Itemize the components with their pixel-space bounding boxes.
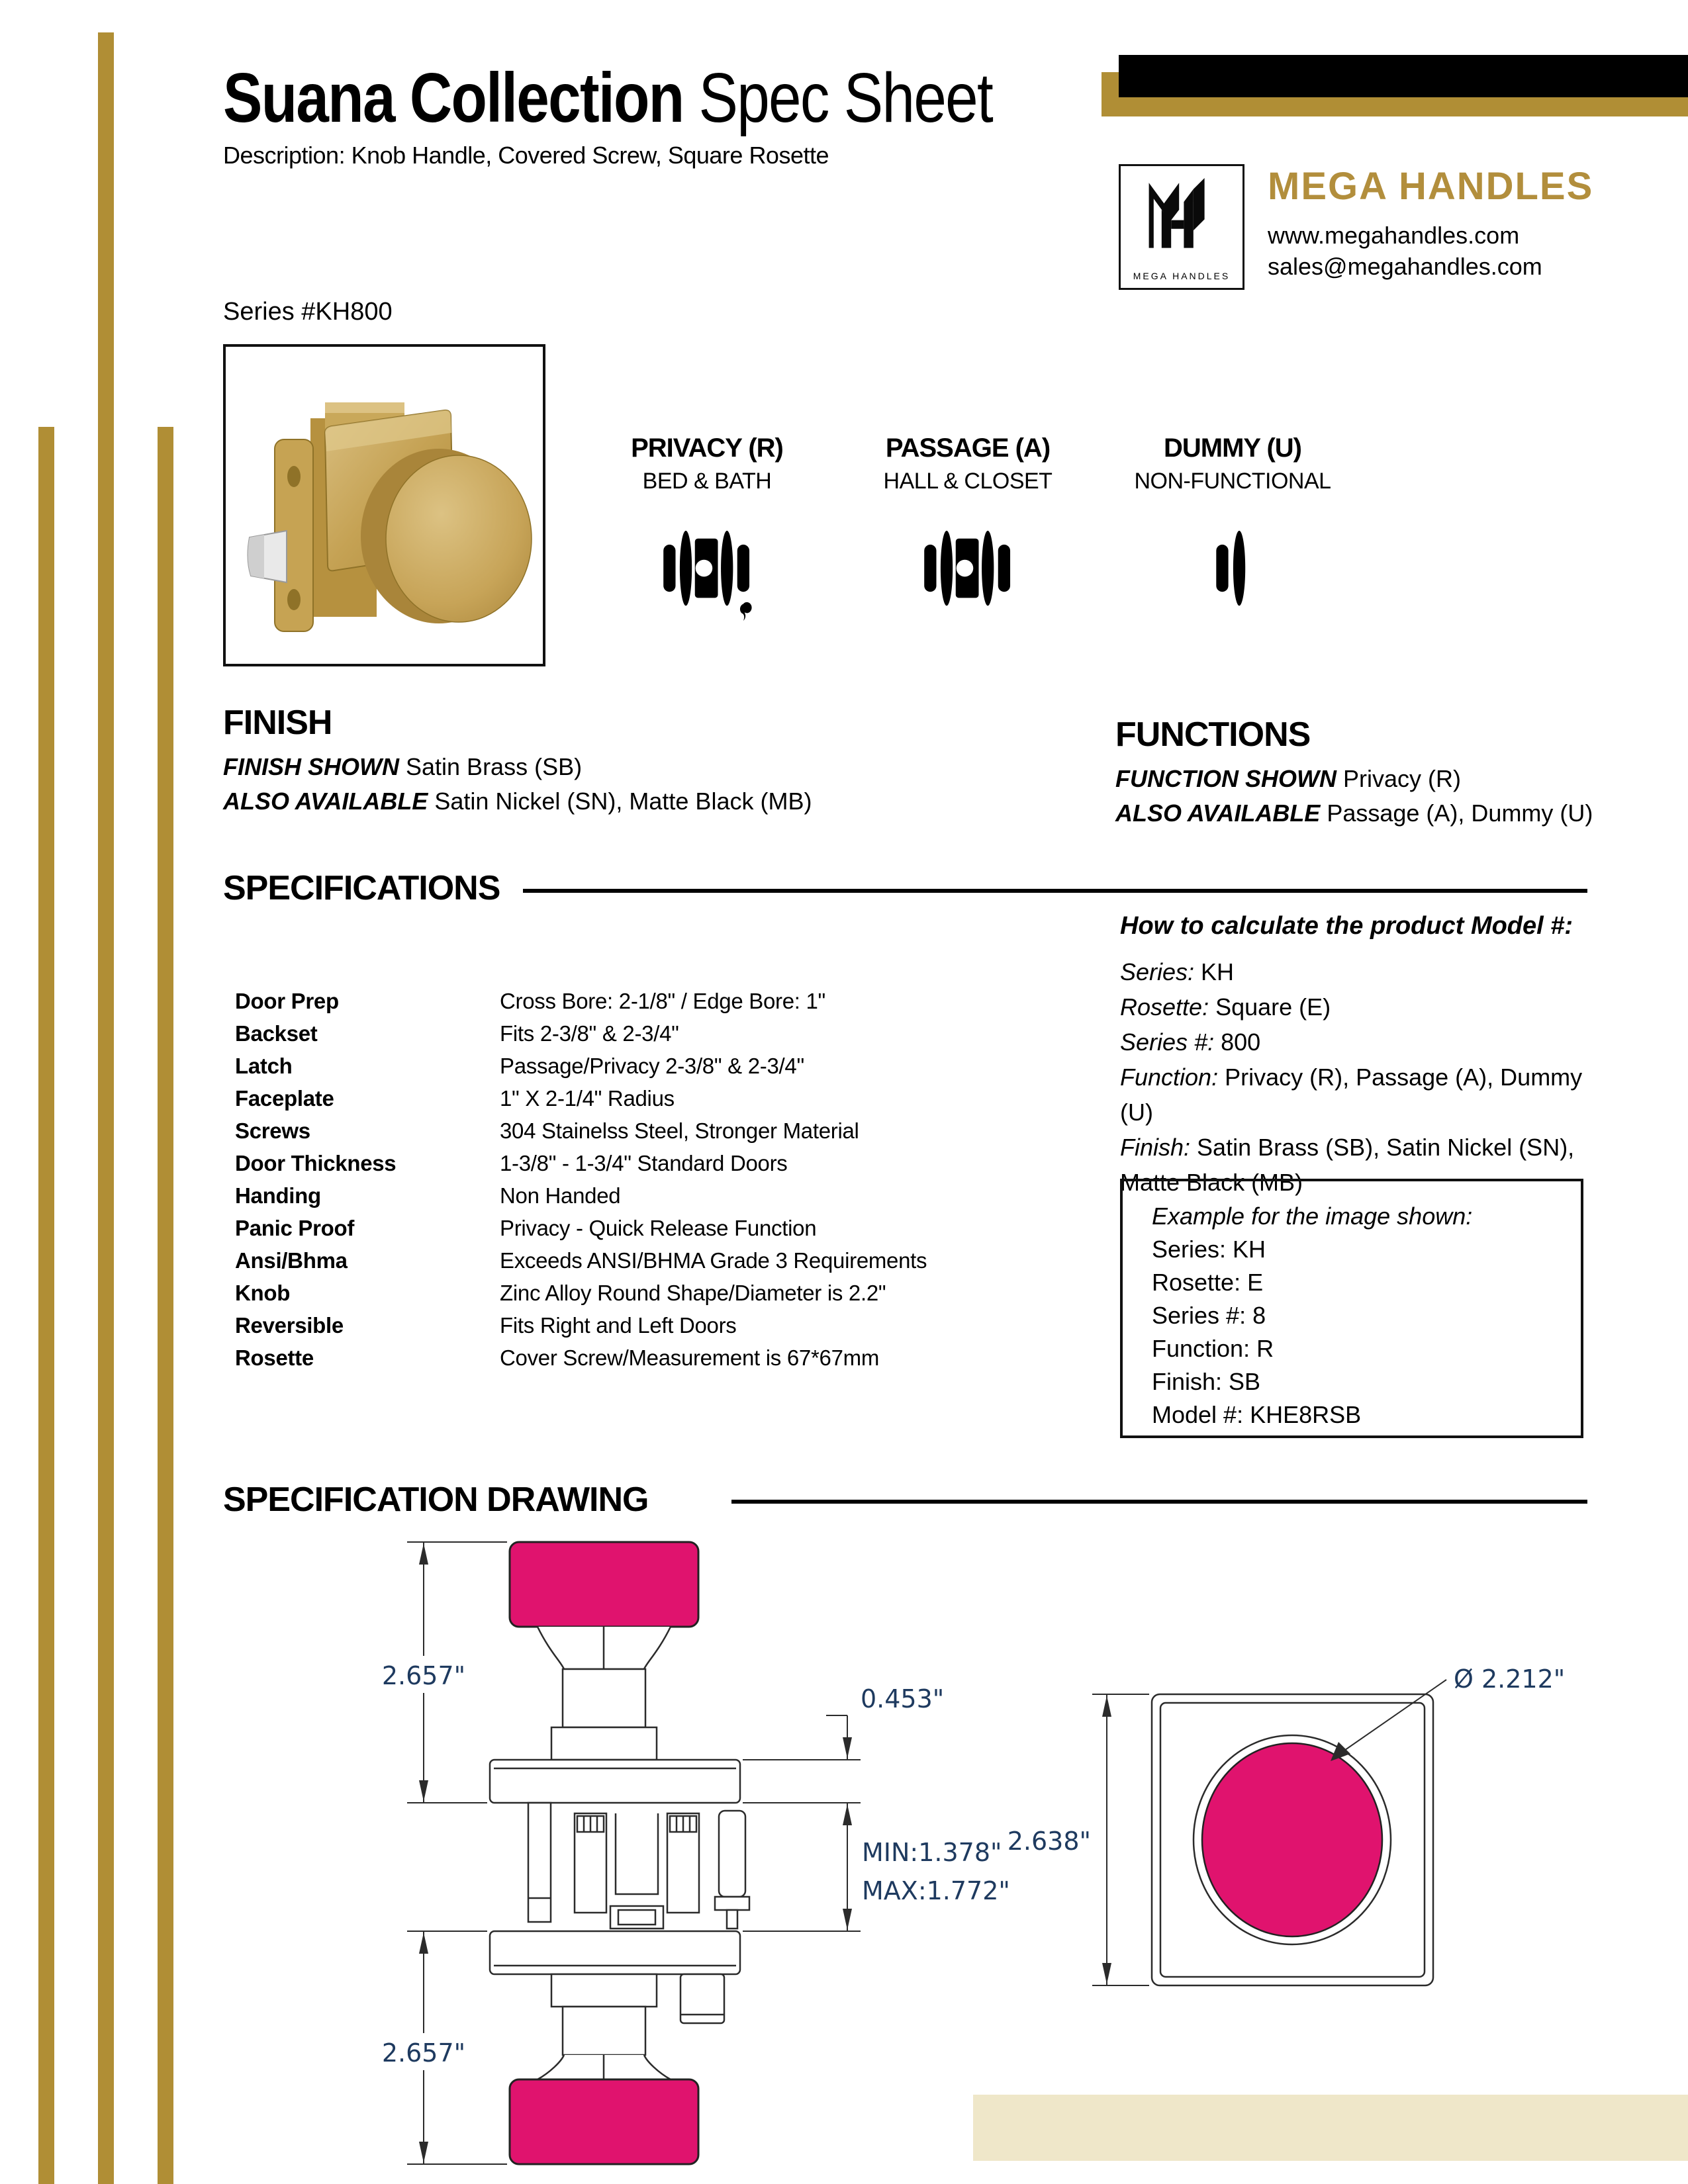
- table-row: Handing Non Handed: [235, 1183, 621, 1208]
- list-item: Function: Privacy (R), Passage (A), Dummy (U): [1120, 1064, 1583, 1126]
- brand-contact: [1268, 220, 1542, 282]
- product-description: Description: Knob Handle, Covered Screw, Square Rosette: [223, 142, 829, 169]
- gold-stripe-middle: [98, 32, 114, 2184]
- dim-knob-top-height: 2.657": [381, 1661, 466, 1690]
- product-knob-image: [226, 347, 543, 664]
- model-example-box: [1120, 1179, 1583, 1438]
- table-row: Backset Fits 2-3/8" & 2-3/4": [235, 1021, 679, 1046]
- function-col-passage: [829, 433, 1107, 621]
- function-shown-line: [1115, 765, 1461, 793]
- list-item: Model #: KHE8RSB: [1152, 1401, 1362, 1428]
- brand-website-link[interactable]: www.megahandles.com: [1268, 222, 1520, 249]
- function-available-label: ALSO AVAILABLE: [1115, 799, 1321, 827]
- finish-available-line: [223, 788, 812, 815]
- function-available-value: Passage (A), Dummy (U): [1320, 799, 1593, 827]
- table-row: Rosette Cover Screw/Measurement is 67*67mm: [235, 1345, 880, 1370]
- list-item: Series #: 800: [1120, 1028, 1261, 1056]
- page-title-light: Spec Sheet: [683, 59, 993, 137]
- finish-heading: FINISH: [223, 704, 332, 742]
- specification-drawing: [331, 1522, 1642, 2184]
- privacy-knob-icon: [568, 516, 846, 621]
- function-available-line: [1115, 799, 1593, 827]
- finish-shown-label: FINISH SHOWN: [223, 753, 399, 780]
- table-row: Knob Zinc Alloy Round Shape/Diameter is 2.2": [235, 1280, 886, 1305]
- spec-drawing-heading: SPECIFICATION DRAWING: [223, 1480, 649, 1519]
- dim-door-min: MIN:1.378": [862, 1838, 1002, 1867]
- passage-title: PASSAGE (A): [885, 433, 1051, 463]
- table-row: Door Thickness 1-3/8" - 1-3/4" Standard Doors: [235, 1150, 788, 1175]
- function-col-dummy: [1094, 433, 1372, 621]
- function-shown-value: Privacy (R): [1336, 765, 1461, 792]
- privacy-subtitle: BED & BATH: [642, 469, 772, 494]
- product-image-frame: [223, 344, 545, 666]
- gold-stripe-left: [38, 427, 54, 2184]
- list-item: Finish: SB: [1152, 1368, 1261, 1395]
- logo-caption: MEGA HANDLES: [1133, 271, 1231, 281]
- table-row: Latch Passage/Privacy 2-3/8" & 2-3/4": [235, 1053, 804, 1078]
- functions-heading: FUNCTIONS: [1115, 715, 1311, 754]
- page-title-bold: Suana Collection: [223, 59, 684, 137]
- series-label: Series #KH800: [223, 298, 393, 326]
- finish-available-label: ALSO AVAILABLE: [223, 788, 428, 815]
- table-row: Faceplate 1" X 2-1/4" Radius: [235, 1085, 675, 1111]
- list-item: Series #: 8: [1152, 1302, 1266, 1329]
- list-item: Finish: Satin Brass (SB), Satin Nickel (SN), Matte Black (MB): [1120, 1134, 1575, 1196]
- passage-subtitle: HALL & CLOSET: [883, 469, 1053, 494]
- list-item: Series: KH: [1120, 958, 1235, 985]
- table-row: Panic Proof Privacy - Quick Release Function: [235, 1215, 817, 1240]
- page-title: [223, 58, 992, 138]
- mh-monogram-icon: [1143, 177, 1222, 251]
- brand-name: MEGA HANDLES: [1268, 165, 1594, 208]
- dim-door-max: MAX:1.772": [862, 1876, 1010, 1905]
- specifications-table: [235, 985, 1062, 1374]
- dummy-subtitle: NON-FUNCTIONAL: [1134, 469, 1331, 494]
- dummy-knob-icon: [1094, 516, 1372, 621]
- model-calc-lines: [1120, 954, 1610, 1200]
- function-col-privacy: [568, 433, 846, 621]
- list-item: Rosette: E: [1152, 1269, 1264, 1296]
- specifications-rule: [523, 889, 1587, 893]
- table-row: Door Prep Cross Bore: 2-1/8" / Edge Bore: 1": [235, 988, 825, 1013]
- dummy-title: DUMMY (U): [1163, 433, 1301, 463]
- spec-drawing-rule: [731, 1500, 1587, 1504]
- specifications-heading: SPECIFICATIONS: [223, 869, 500, 907]
- privacy-title: PRIVACY (R): [631, 433, 783, 463]
- gold-stripe-right: [158, 427, 173, 2184]
- finish-available-value: Satin Nickel (SN), Matte Black (MB): [428, 788, 812, 815]
- passage-knob-icon: [829, 516, 1107, 621]
- dim-knob-diameter: Ø 2.212": [1454, 1664, 1566, 1694]
- header-black-bar: [1119, 55, 1688, 97]
- table-row: Reversible Fits Right and Left Doors: [235, 1312, 737, 1338]
- list-item: Function: R: [1152, 1335, 1274, 1362]
- function-shown-label: FUNCTION SHOWN: [1115, 765, 1336, 792]
- brand-logo: [1119, 164, 1244, 290]
- model-calc-heading: How to calculate the product Model #:: [1120, 912, 1573, 940]
- table-row: Screws 304 Stainelss Steel, Stronger Material: [235, 1118, 859, 1143]
- brand-email-link[interactable]: sales@megahandles.com: [1268, 253, 1542, 280]
- dim-rosette-thickness: 0.453": [861, 1684, 945, 1713]
- finish-shown-value: Satin Brass (SB): [399, 753, 583, 780]
- list-item: Series: KH: [1152, 1236, 1266, 1263]
- dim-rosette-height: 2.638": [1007, 1827, 1091, 1856]
- finish-shown-line: [223, 753, 582, 781]
- table-row: Ansi/Bhma Exceeds ANSI/BHMA Grade 3 Requirements: [235, 1248, 927, 1273]
- list-item: Rosette: Square (E): [1120, 993, 1331, 1021]
- example-heading: Example for the image shown:: [1152, 1203, 1473, 1230]
- dim-knob-bottom-height: 2.657": [381, 2038, 466, 2068]
